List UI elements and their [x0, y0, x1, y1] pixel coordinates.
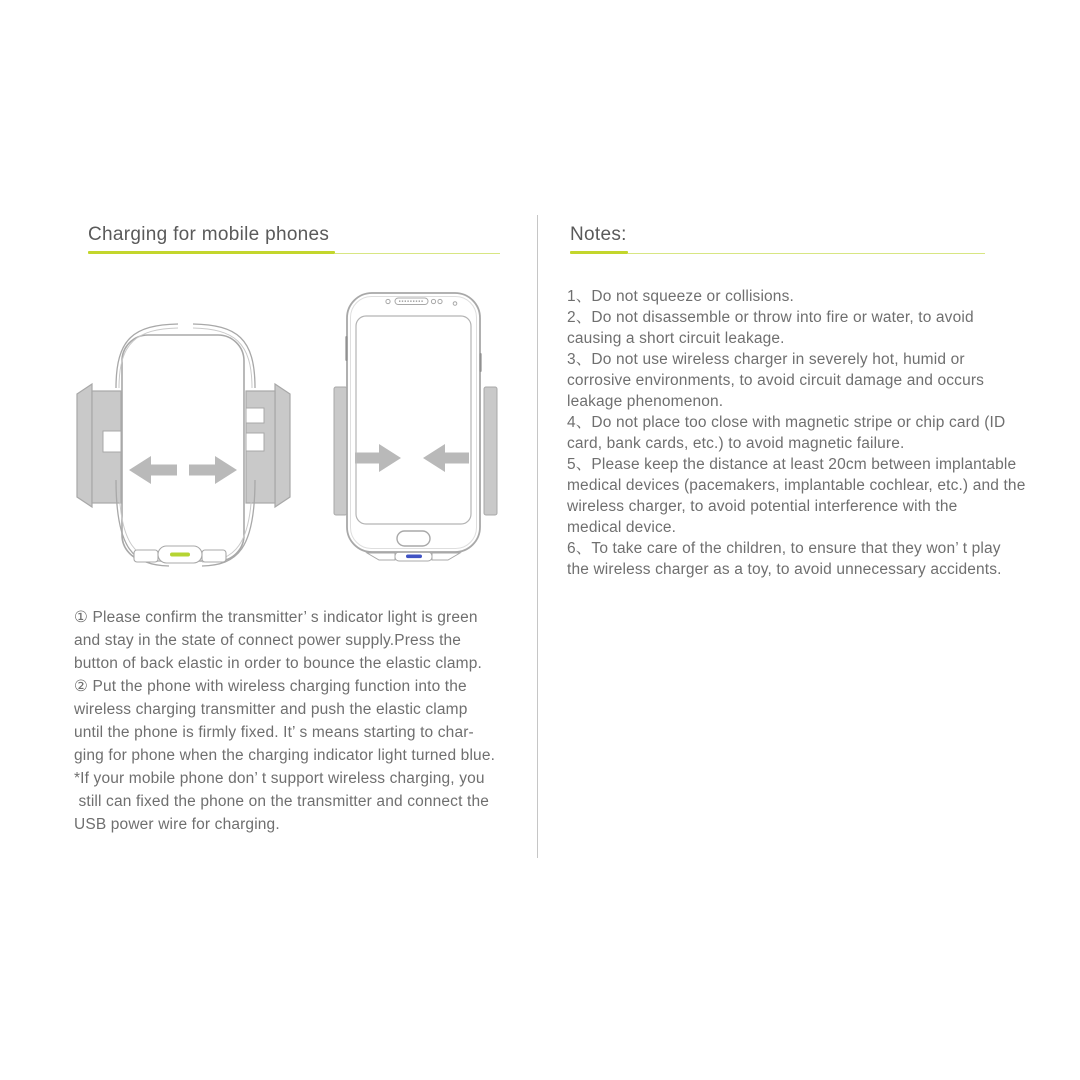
- underline-thin-segment: [335, 253, 500, 254]
- green-indicator-light: [170, 553, 190, 557]
- text-line: button of back elastic in order to bounce the elastic clamp.: [74, 655, 482, 672]
- text-line: medical device.: [567, 519, 677, 536]
- column-divider: [537, 215, 538, 858]
- charging-instructions: [74, 606, 495, 836]
- text-line: ① Please confirm the transmitter’ s indicator light is green: [74, 609, 478, 626]
- underline-thick-segment: [570, 251, 628, 254]
- text-line: 1、Do not squeeze or collisions.: [567, 288, 794, 305]
- text-line: corrosive environments, to avoid circuit damage and occurs: [567, 372, 985, 389]
- text-line: and stay in the state of connect power supply.Press the: [74, 632, 462, 649]
- underline-thin-segment: [628, 253, 985, 254]
- text-line: 3、Do not use wireless charger in severely hot, humid or: [567, 351, 965, 368]
- left-clamp-pad: [334, 387, 347, 515]
- notes-list: [567, 286, 1025, 580]
- text-line: USB power wire for charging.: [74, 816, 280, 833]
- underline-thick-segment: [88, 251, 335, 254]
- blue-indicator-light: [406, 555, 422, 559]
- text-line: *If your mobile phone don’ t support wireless charging, you: [74, 770, 485, 787]
- text-line: causing a short circuit leakage.: [567, 330, 785, 347]
- volume-button: [345, 336, 347, 361]
- right-clamp-pad: [484, 387, 497, 515]
- right-clamp: [246, 384, 290, 507]
- text-line: card, bank cards, etc.) to avoid magnetic failure.: [567, 435, 905, 452]
- empty-holder-illustration: [74, 288, 304, 588]
- notes-section-title: Notes:: [570, 224, 627, 245]
- text-line: still can fixed the phone on the transmitter and connect the: [74, 793, 489, 810]
- phone-in-holder-illustration: [333, 283, 498, 588]
- text-line: medical devices (pacemakers, implantable cochlear, etc.) and the: [567, 477, 1026, 494]
- text-line: until the phone is firmly fixed. It’ s means starting to char-: [74, 724, 474, 741]
- charging-section-title: Charging for mobile phones: [88, 224, 330, 245]
- text-line: 4、Do not place too close with magnetic stripe or chip card (ID: [567, 414, 1006, 431]
- text-line: 5、Please keep the distance at least 20cm between implantable: [567, 456, 1017, 473]
- text-line: ② Put the phone with wireless charging function into the: [74, 678, 467, 695]
- text-line: 6、To take care of the children, to ensure that they won’ t play: [567, 540, 1001, 557]
- charging-title-underline: [88, 251, 500, 255]
- phone-screen: [356, 316, 471, 524]
- notes-title-underline: [570, 251, 985, 255]
- text-line: leakage phenomenon.: [567, 393, 724, 410]
- power-button: [480, 353, 482, 372]
- text-line: ging for phone when the charging indicator light turned blue.: [74, 747, 496, 764]
- text-line: wireless charging transmitter and push the elastic clamp: [74, 701, 468, 718]
- text-line: wireless charger, to avoid potential interference with the: [567, 498, 958, 515]
- home-button: [397, 531, 430, 546]
- text-line: 2、Do not disassemble or throw into fire or water, to avoid: [567, 309, 974, 326]
- text-line: the wireless charger as a toy, to avoid unnecessary accidents.: [567, 561, 1002, 578]
- holder-body: [122, 335, 244, 561]
- left-clamp: [77, 384, 121, 507]
